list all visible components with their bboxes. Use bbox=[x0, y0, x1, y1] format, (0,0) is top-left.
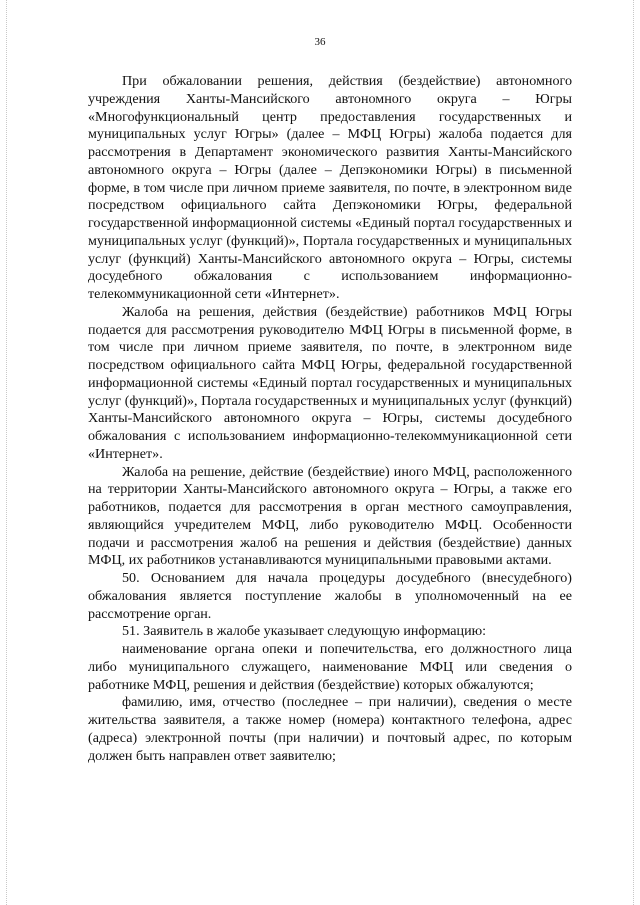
paragraph-item-50: 50. Основанием для начала процедуры досудебного (внесудебного) обжалования является поступление жалобы в уполномоченный на ее рассмотрение орган. bbox=[88, 570, 572, 622]
paragraph-item-51-applicant: фамилию, имя, отчество (последнее – при наличии), сведения о месте жительства заявителя, а также номер (номера) контактного телефона, адрес (адреса) электронной почты (при наличии) и почтовый адрес, по которым должен быть направлен ответ заявителю; bbox=[88, 694, 572, 764]
page-number: 36 bbox=[314, 36, 326, 48]
scan-edge-right bbox=[633, 0, 635, 905]
paragraph-appeal-mfc-yugra: При обжаловании решения, действия (бездействие) автономного учреждения Ханты-Мансийского автономного округа – Югры «Многофункциональный центр предоставления государственных и муниципальных услуг Югры» (далее – МФЦ Югры) жалоба подается для рассмотрения в Департамент экономического развития Ханты-Мансийского автономного округа – Югры (далее – Депэкономики Югры) в письменной форме, в том числе при личном приеме заявителя, по почте, в электронном виде посредством официального сайта Депэкономики Югры, федеральной государственной информационной системы «Единый портал государственных и муниципальных услуг (функций)», Портала государственных и муниципальных услуг (функций) Ханты-Мансийского автономного округа – Югры, системы досудебного обжалования с использованием информационно-телекоммуникационной сети «Интернет». bbox=[88, 73, 572, 302]
body-text bbox=[88, 73, 572, 765]
paragraph-item-51: 51. Заявитель в жалобе указывает следующую информацию: bbox=[122, 623, 487, 640]
scan-edge-left bbox=[6, 0, 8, 905]
paragraph-item-51-organ: наименование органа опеки и попечительства, его должностного лица либо муниципального служащего, наименование МФЦ или сведения о работнике МФЦ, решения и действия (бездействие) которых обжалуются; bbox=[88, 641, 572, 693]
paragraph-appeal-other-mfc: Жалоба на решение, действие (бездействие) иного МФЦ, расположенного на территории Ханты-Мансийского автономного округа – Югры, а также его работников, подается для рассмотрения в орган местного самоуправления, являющийся учредителем МФЦ, либо руководителю МФЦ. Особенности подачи и рассмотрения жалоб на решения и действия (бездействие) данных МФЦ, их работников устанавливаются муниципальными правовыми актами. bbox=[88, 463, 572, 569]
paragraph-appeal-mfc-workers: Жалоба на решения, действия (бездействие) работников МФЦ Югры подается для рассмотрения руководителю МФЦ Югры в письменной форме, в том числе при личном приеме заявителя, по почте, в электронном виде посредством официального сайта МФЦ Югры, федеральной государственной информационной системы «Единый портал государственных и муниципальных услуг (функций)», Портала государственных и муниципальных услуг (функций) Ханты-Мансийского автономного округа – Югры, системы досудебного обжалования с использованием информационно-телекоммуникационной сети «Интернет». bbox=[88, 303, 572, 462]
